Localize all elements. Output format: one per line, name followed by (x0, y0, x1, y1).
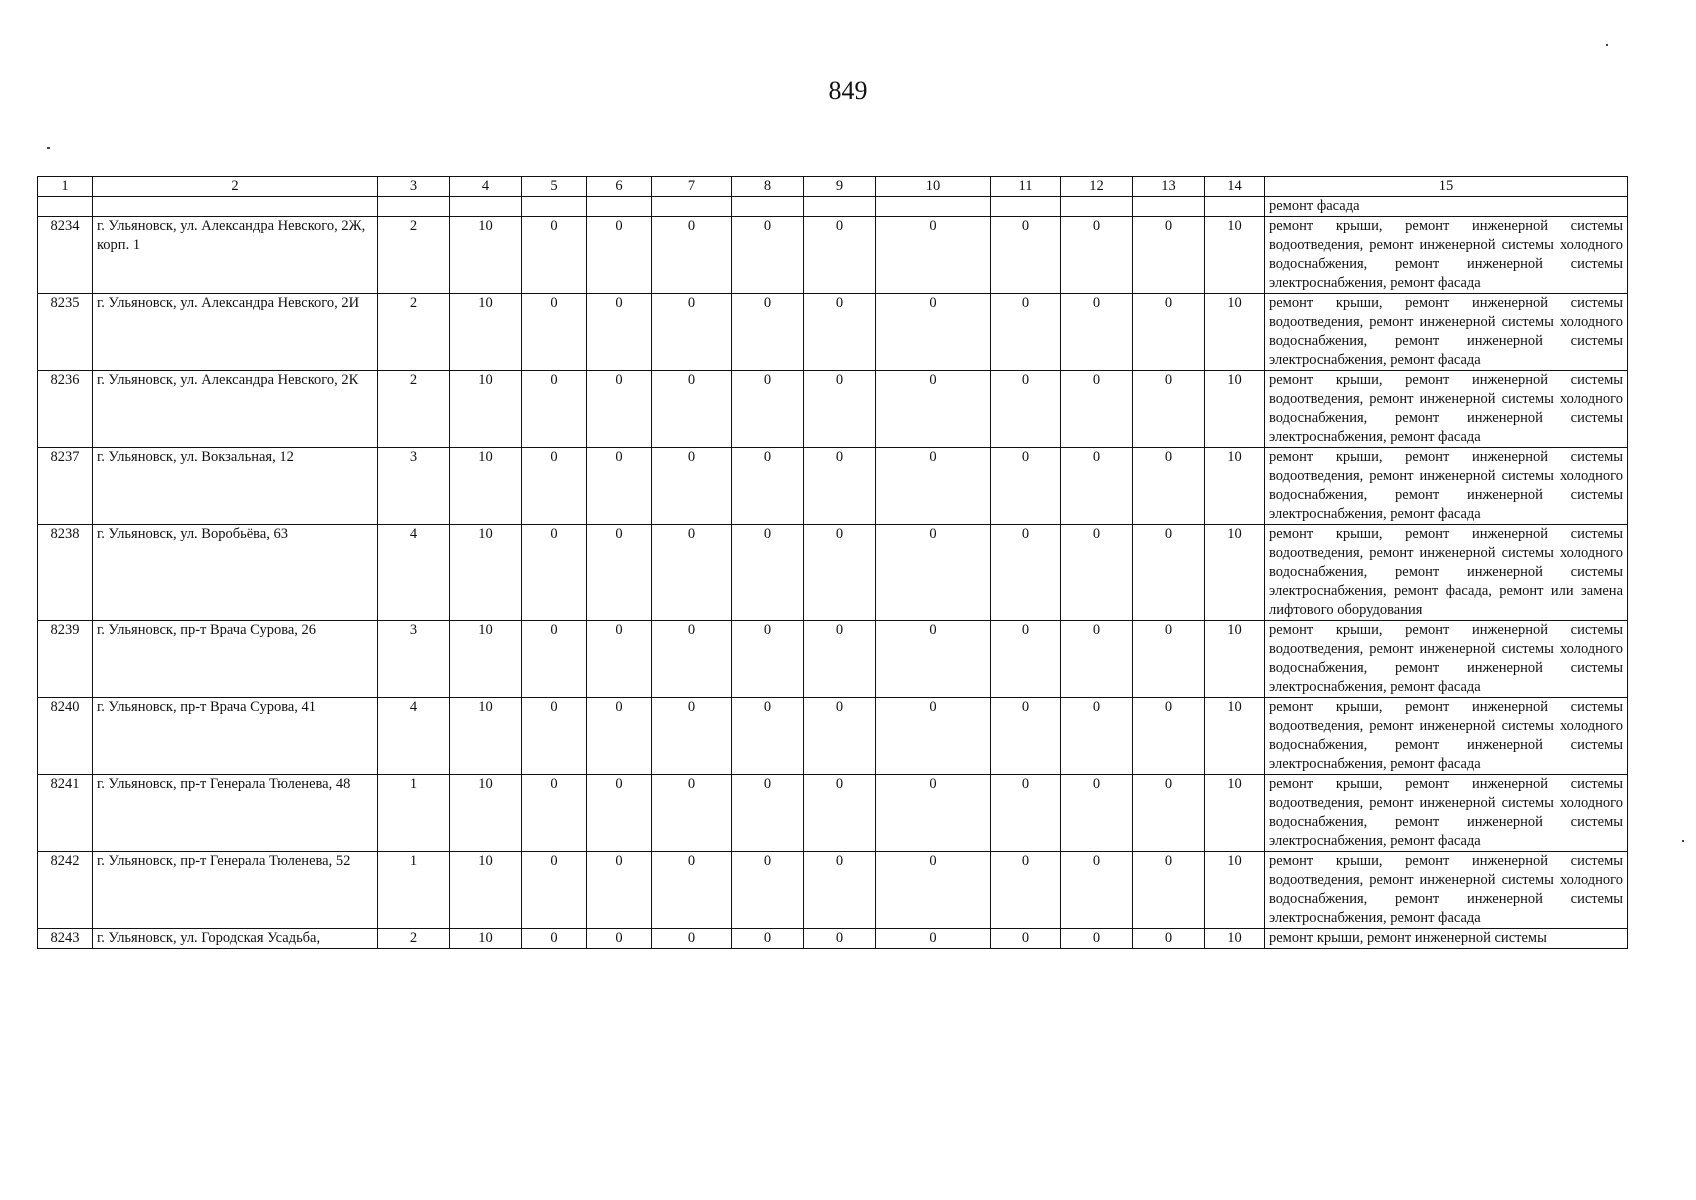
cell-col-14: 10 (1205, 217, 1265, 294)
cell-address: г. Ульяновск, пр-т Генерала Тюленева, 52 (93, 852, 378, 929)
column-header-4: 4 (450, 177, 522, 197)
cell-col-8: 0 (732, 852, 804, 929)
cell-col-9: 0 (804, 929, 876, 949)
cell-col-7: 0 (652, 448, 732, 525)
cell-id: 8243 (38, 929, 93, 949)
cell-col-11: 0 (991, 698, 1061, 775)
cell-col-12: 0 (1061, 294, 1133, 371)
cell-col-3: 2 (378, 371, 450, 448)
cell-col-5: 0 (522, 525, 587, 621)
cell-col-6: 0 (587, 448, 652, 525)
cell-col-10: 0 (876, 621, 991, 698)
cell-col-7: 0 (652, 294, 732, 371)
column-header-13: 13 (1133, 177, 1205, 197)
cell-col-3: 4 (378, 698, 450, 775)
cell-empty (587, 197, 652, 217)
scan-speck (1606, 44, 1608, 46)
cell-address: г. Ульяновск, ул. Александра Невского, 2И (93, 294, 378, 371)
cell-empty (1133, 197, 1205, 217)
cell-col-7: 0 (652, 525, 732, 621)
cell-col-10: 0 (876, 852, 991, 929)
cell-col-13: 0 (1133, 294, 1205, 371)
cell-col-4: 10 (450, 775, 522, 852)
table-row (38, 294, 1628, 371)
cell-col-9: 0 (804, 371, 876, 448)
cell-col-7: 0 (652, 852, 732, 929)
cell-works: ремонт крыши, ремонт инженерной системы водоотведения, ремонт инженерной системы холодного водоснабжения, ремонт инженерной системы электроснабжения, ремонт фасада (1265, 698, 1628, 775)
header-row (38, 177, 1628, 197)
cell-col-6: 0 (587, 775, 652, 852)
column-header-6: 6 (587, 177, 652, 197)
cell-col-3: 3 (378, 448, 450, 525)
cell-col-6: 0 (587, 852, 652, 929)
cell-id: 8236 (38, 371, 93, 448)
cell-col-7: 0 (652, 371, 732, 448)
cell-col-12: 0 (1061, 929, 1133, 949)
cell-empty (652, 197, 732, 217)
cell-works: ремонт крыши, ремонт инженерной системы водоотведения, ремонт инженерной системы холодного водоснабжения, ремонт инженерной системы электроснабжения, ремонт фасада (1265, 217, 1628, 294)
table-row (38, 775, 1628, 852)
cell-works: ремонт крыши, ремонт инженерной системы водоотведения, ремонт инженерной системы холодного водоснабжения, ремонт инженерной системы электроснабжения, ремонт фасада (1265, 371, 1628, 448)
cell-col-11: 0 (991, 217, 1061, 294)
cell-col-12: 0 (1061, 371, 1133, 448)
cell-id: 8241 (38, 775, 93, 852)
cell-col-4: 10 (450, 852, 522, 929)
cell-col-8: 0 (732, 698, 804, 775)
cell-col-3: 1 (378, 775, 450, 852)
cell-col-8: 0 (732, 294, 804, 371)
cell-col-11: 0 (991, 852, 1061, 929)
column-header-9: 9 (804, 177, 876, 197)
cell-works: ремонт крыши, ремонт инженерной системы водоотведения, ремонт инженерной системы холодного водоснабжения, ремонт инженерной системы электроснабжения, ремонт фасада (1265, 448, 1628, 525)
scan-speck (47, 147, 50, 149)
table-row (38, 217, 1628, 294)
cell-col-4: 10 (450, 294, 522, 371)
cell-empty (991, 197, 1061, 217)
cell-empty (378, 197, 450, 217)
cell-col-14: 10 (1205, 448, 1265, 525)
cell-col-4: 10 (450, 698, 522, 775)
cell-empty (1061, 197, 1133, 217)
cell-col-7: 0 (652, 621, 732, 698)
cell-address: г. Ульяновск, пр-т Врача Сурова, 41 (93, 698, 378, 775)
cell-col-3: 2 (378, 929, 450, 949)
cell-col-10: 0 (876, 775, 991, 852)
cell-col-13: 0 (1133, 775, 1205, 852)
cell-col-6: 0 (587, 929, 652, 949)
cell-col-12: 0 (1061, 852, 1133, 929)
cell-col-6: 0 (587, 217, 652, 294)
cell-address: г. Ульяновск, ул. Александра Невского, 2К (93, 371, 378, 448)
cell-col-4: 10 (450, 217, 522, 294)
cell-col-4: 10 (450, 929, 522, 949)
column-header-1: 1 (38, 177, 93, 197)
cell-col-10: 0 (876, 698, 991, 775)
table-row (38, 525, 1628, 621)
cell-col-5: 0 (522, 698, 587, 775)
cell-col-11: 0 (991, 525, 1061, 621)
cell-col-7: 0 (652, 217, 732, 294)
cell-col-14: 10 (1205, 621, 1265, 698)
table-row (38, 621, 1628, 698)
cell-col-9: 0 (804, 852, 876, 929)
cell-col-6: 0 (587, 371, 652, 448)
cell-empty (876, 197, 991, 217)
cell-col-12: 0 (1061, 621, 1133, 698)
cell-col-14: 10 (1205, 698, 1265, 775)
column-header-14: 14 (1205, 177, 1265, 197)
cell-id: 8235 (38, 294, 93, 371)
cell-works: ремонт крыши, ремонт инженерной системы (1265, 929, 1628, 949)
cell-col-3: 2 (378, 294, 450, 371)
cell-col-3: 1 (378, 852, 450, 929)
cell-col-5: 0 (522, 217, 587, 294)
cell-address: г. Ульяновск, ул. Александра Невского, 2Ж, корп. 1 (93, 217, 378, 294)
cell-empty (93, 197, 378, 217)
table-row (38, 852, 1628, 929)
cell-id: 8237 (38, 448, 93, 525)
table-row (38, 371, 1628, 448)
cell-col-10: 0 (876, 294, 991, 371)
cell-col-8: 0 (732, 621, 804, 698)
cell-col-14: 10 (1205, 775, 1265, 852)
cell-col-13: 0 (1133, 525, 1205, 621)
cell-col-13: 0 (1133, 217, 1205, 294)
cell-empty (804, 197, 876, 217)
cell-col-10: 0 (876, 371, 991, 448)
column-header-5: 5 (522, 177, 587, 197)
cell-empty (522, 197, 587, 217)
cell-col-13: 0 (1133, 698, 1205, 775)
cell-col-5: 0 (522, 852, 587, 929)
cell-works: ремонт фасада (1265, 197, 1628, 217)
cell-col-8: 0 (732, 525, 804, 621)
cell-col-11: 0 (991, 448, 1061, 525)
cell-col-6: 0 (587, 525, 652, 621)
cell-works: ремонт крыши, ремонт инженерной системы водоотведения, ремонт инженерной системы холодного водоснабжения, ремонт инженерной системы электроснабжения, ремонт фасада, ремонт или замена лифтового оборудования (1265, 525, 1628, 621)
table-row (38, 929, 1628, 949)
cell-id: 8238 (38, 525, 93, 621)
cell-address: г. Ульяновск, пр-т Генерала Тюленева, 48 (93, 775, 378, 852)
cell-col-9: 0 (804, 294, 876, 371)
table-row (38, 448, 1628, 525)
cell-col-12: 0 (1061, 448, 1133, 525)
registry-table (37, 176, 1628, 949)
cell-col-14: 10 (1205, 852, 1265, 929)
cell-address: г. Ульяновск, пр-т Врача Сурова, 26 (93, 621, 378, 698)
cell-col-5: 0 (522, 775, 587, 852)
cell-works: ремонт крыши, ремонт инженерной системы водоотведения, ремонт инженерной системы холодного водоснабжения, ремонт инженерной системы электроснабжения, ремонт фасада (1265, 852, 1628, 929)
cell-col-9: 0 (804, 775, 876, 852)
cell-col-10: 0 (876, 217, 991, 294)
cell-col-5: 0 (522, 621, 587, 698)
cell-col-9: 0 (804, 448, 876, 525)
cell-col-12: 0 (1061, 525, 1133, 621)
column-header-10: 10 (876, 177, 991, 197)
cell-col-11: 0 (991, 775, 1061, 852)
cell-id: 8240 (38, 698, 93, 775)
column-header-15: 15 (1265, 177, 1628, 197)
cell-col-4: 10 (450, 371, 522, 448)
continuation-row (38, 197, 1628, 217)
cell-id: 8239 (38, 621, 93, 698)
cell-col-5: 0 (522, 371, 587, 448)
cell-col-6: 0 (587, 621, 652, 698)
cell-col-6: 0 (587, 294, 652, 371)
cell-col-4: 10 (450, 525, 522, 621)
cell-col-14: 10 (1205, 294, 1265, 371)
cell-id: 8234 (38, 217, 93, 294)
cell-col-12: 0 (1061, 698, 1133, 775)
cell-col-8: 0 (732, 371, 804, 448)
column-header-12: 12 (1061, 177, 1133, 197)
cell-address: г. Ульяновск, ул. Воробьёва, 63 (93, 525, 378, 621)
cell-col-9: 0 (804, 698, 876, 775)
cell-col-5: 0 (522, 294, 587, 371)
cell-col-10: 0 (876, 448, 991, 525)
cell-col-8: 0 (732, 448, 804, 525)
cell-col-11: 0 (991, 929, 1061, 949)
cell-address: г. Ульяновск, ул. Городская Усадьба, (93, 929, 378, 949)
cell-empty (732, 197, 804, 217)
cell-col-9: 0 (804, 621, 876, 698)
cell-works: ремонт крыши, ремонт инженерной системы водоотведения, ремонт инженерной системы холодного водоснабжения, ремонт инженерной системы электроснабжения, ремонт фасада (1265, 294, 1628, 371)
column-header-11: 11 (991, 177, 1061, 197)
cell-col-13: 0 (1133, 621, 1205, 698)
cell-works: ремонт крыши, ремонт инженерной системы водоотведения, ремонт инженерной системы холодного водоснабжения, ремонт инженерной системы электроснабжения, ремонт фасада (1265, 775, 1628, 852)
cell-works: ремонт крыши, ремонт инженерной системы водоотведения, ремонт инженерной системы холодного водоснабжения, ремонт инженерной системы электроснабжения, ремонт фасада (1265, 621, 1628, 698)
cell-col-5: 0 (522, 929, 587, 949)
cell-col-13: 0 (1133, 929, 1205, 949)
cell-col-4: 10 (450, 621, 522, 698)
column-header-8: 8 (732, 177, 804, 197)
cell-col-3: 2 (378, 217, 450, 294)
cell-address: г. Ульяновск, ул. Вокзальная, 12 (93, 448, 378, 525)
cell-col-11: 0 (991, 621, 1061, 698)
cell-col-3: 3 (378, 621, 450, 698)
column-header-3: 3 (378, 177, 450, 197)
cell-empty (38, 197, 93, 217)
cell-col-12: 0 (1061, 775, 1133, 852)
cell-col-9: 0 (804, 525, 876, 621)
cell-col-14: 10 (1205, 929, 1265, 949)
cell-col-4: 10 (450, 448, 522, 525)
cell-id: 8242 (38, 852, 93, 929)
cell-col-7: 0 (652, 698, 732, 775)
cell-empty (450, 197, 522, 217)
cell-col-8: 0 (732, 217, 804, 294)
scan-speck (1682, 840, 1684, 842)
cell-col-10: 0 (876, 525, 991, 621)
cell-col-7: 0 (652, 929, 732, 949)
cell-col-9: 0 (804, 217, 876, 294)
cell-col-14: 10 (1205, 525, 1265, 621)
cell-col-14: 10 (1205, 371, 1265, 448)
cell-col-8: 0 (732, 775, 804, 852)
cell-col-13: 0 (1133, 852, 1205, 929)
cell-col-5: 0 (522, 448, 587, 525)
cell-col-7: 0 (652, 775, 732, 852)
cell-col-13: 0 (1133, 448, 1205, 525)
cell-col-11: 0 (991, 371, 1061, 448)
cell-col-13: 0 (1133, 371, 1205, 448)
page-number: 849 (828, 76, 868, 105)
table-row (38, 698, 1628, 775)
cell-empty (1205, 197, 1265, 217)
cell-col-10: 0 (876, 929, 991, 949)
column-header-7: 7 (652, 177, 732, 197)
table-body (38, 197, 1628, 949)
column-header-2: 2 (93, 177, 378, 197)
cell-col-11: 0 (991, 294, 1061, 371)
cell-col-12: 0 (1061, 217, 1133, 294)
cell-col-3: 4 (378, 525, 450, 621)
cell-col-6: 0 (587, 698, 652, 775)
cell-col-8: 0 (732, 929, 804, 949)
